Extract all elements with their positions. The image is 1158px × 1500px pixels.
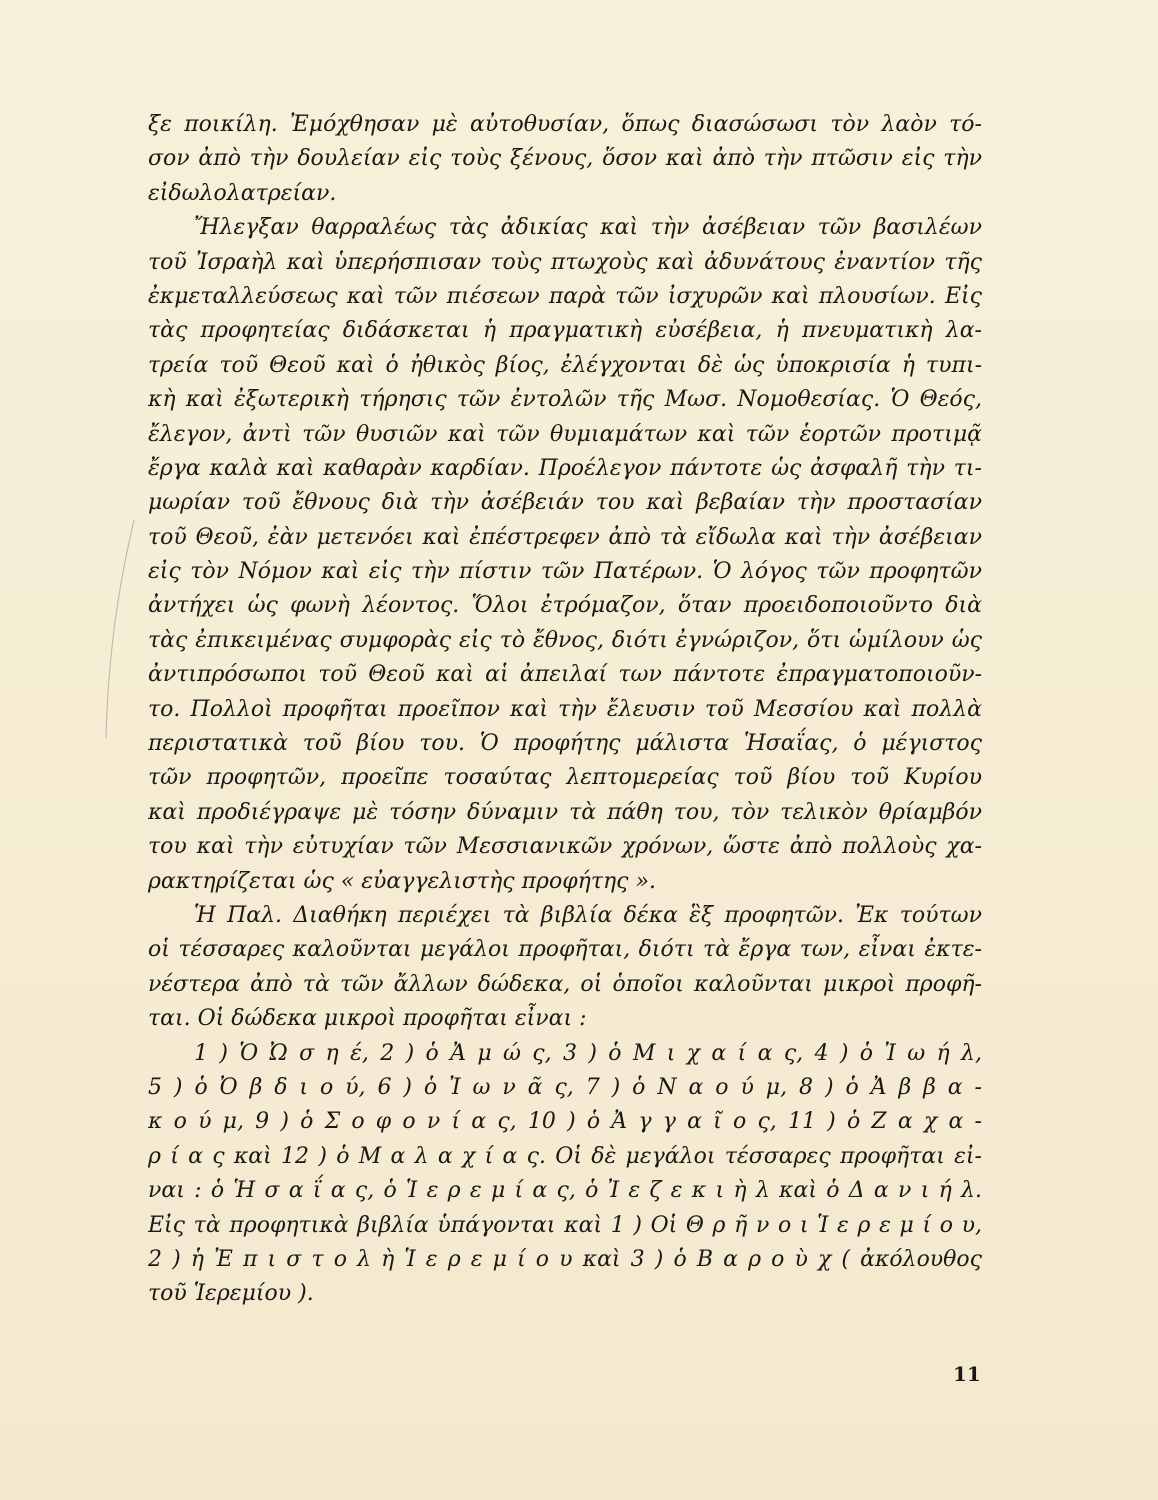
prophets-list-line: ναι : ὁ Ἡ σ α ΐ α ς, ὁ Ἱ ε ρ ε μ ί α ς, ὁ Ἰ ε ζ ε κ ι ὴ λ καὶ ὁ Δ α ν ι ή λ. (148, 1178, 982, 1204)
text-line: κὴ καὶ ἐξωτερικὴ τήρησις τῶν ἐντολῶν τῆς Μωσ. Νομοθεσίας. Ὁ Θεός, (148, 387, 982, 413)
text-line: σον ἀπὸ τὴν δουλείαν εἰς τοὺς ξένους, ὅσον καὶ ἀπὸ τὴν πτῶσιν εἰς τὴν (148, 146, 982, 172)
text-line: ξε ποικίλη. Ἐμόχθησαν μὲ αὐτοθυσίαν, ὅπως διασώσωσι τὸν λαὸν τό- (148, 112, 982, 137)
text-line: τὰς ἐπικειμένας συμφορὰς εἰς τὸ ἔθνος, διότι ἐγνώριζον, ὅτι ὡμίλουν ὡς (148, 627, 982, 653)
text-line: καὶ προδιέγραψε μὲ τόσην δύναμιν τὰ πάθη του, τὸν τελικὸν θρίαμβόν (148, 799, 982, 825)
prophets-list-line: 5 ) ὁ Ὀ β δ ι ο ύ, 6 ) ὁ Ἰ ω ν ᾶ ς, 7 ) ὁ Ν α ο ύ μ, 8 ) ὁ Ἀ β β α - (148, 1074, 982, 1100)
text-line: ἔργα καλὰ καὶ καθαρὰν καρδίαν. Προέλεγον πάντοτε ὡς ἀσφαλῆ τὴν τι- (148, 455, 982, 481)
prophets-list-line: 2 ) ἡ Ἐ π ι σ τ ο λ ὴ Ἱ ε ρ ε μ ί ο υ καὶ 3 ) ὁ Β α ρ ο ὺ χ ( ἀκόλουθος (148, 1246, 982, 1272)
page-number: 11 (953, 1362, 981, 1386)
text-line: εἰς τὸν Νόμον καὶ εἰς τὴν πίστιν τῶν Πατέρων. Ὁ λόγος τῶν προφητῶν (148, 559, 982, 585)
text-line: τοῦ Ἰσραὴλ καὶ ὑπερήσπισαν τοὺς πτωχοὺς καὶ ἀδυνάτους ἐναντίον τῆς (148, 249, 982, 275)
body-text (148, 108, 982, 1312)
text-line: εἰδωλολατρείαν. (148, 180, 337, 206)
prophets-list-line: κ ο ύ μ, 9 ) ὁ Σ ο φ ο ν ί α ς, 10 ) ὁ Ἀ γ γ α ῖ ο ς, 11 ) ὁ Ζ α χ α - (148, 1109, 982, 1135)
paragraph-start-line: Ἡ Παλ. Διαθήκη περιέχει τὰ βιβλία δέκα ἓξ προφητῶν. Ἐκ τούτων (194, 902, 982, 928)
text-line: τὰς προφητείας διδάσκεται ἡ πραγματικὴ εὐσέβεια, ἡ πνευματικὴ λα- (148, 318, 982, 344)
text-line: μωρίαν τοῦ ἔθνους διὰ τὴν ἀσέβειάν του καὶ βεβαίαν τὴν προστασίαν (148, 490, 982, 516)
text-line: ἐκμεταλλεύσεως καὶ τῶν πιέσεων παρὰ τῶν ἰσχυρῶν καὶ πλουσίων. Εἰς (148, 283, 982, 309)
text-line: οἱ τέσσαρες καλοῦνται μεγάλοι προφῆται, διότι τὰ ἔργα των, εἶναι ἐκτε- (148, 937, 982, 963)
text-line: του καὶ τὴν εὐτυχίαν τῶν Μεσσιανικῶν χρόνων, ὥστε ἀπὸ πολλοὺς χα- (148, 834, 982, 860)
text-line: ρακτηρίζεται ὡς « εὐαγγελιστὴς προφήτης ». (148, 868, 656, 894)
text-line: ἔλεγον, ἀντὶ τῶν θυσιῶν καὶ τῶν θυμιαμάτων καὶ τῶν ἑορτῶν προτιμᾷ (148, 421, 982, 447)
text-line: τοῦ Θεοῦ, ἐὰν μετενόει καὶ ἐπέστρεφεν ἀπὸ τὰ εἴδωλα καὶ τὴν ἀσέβειαν (148, 524, 982, 550)
text-line: νέστερα ἀπὸ τὰ τῶν ἄλλων δώδεκα, οἱ ὁποῖοι καλοῦνται μικροὶ προφῆ- (148, 971, 982, 997)
text-line: το. Πολλοὶ προφῆται προεῖπον καὶ τὴν ἔλευσιν τοῦ Μεσσίου καὶ πολλὰ (148, 696, 982, 722)
text-line: ἀντήχει ὡς φωνὴ λέοντος. Ὅλοι ἐτρόμαζον, ὅταν προειδοποιοῦντο διὰ (148, 593, 982, 619)
text-line: περιστατικὰ τοῦ βίου του. Ὁ προφήτης μάλιστα Ἡσαΐας, ὁ μέγιστος (148, 731, 982, 757)
prophets-list-line: 1 ) Ὁ Ὠ σ η έ, 2 ) ὁ Ἀ μ ώ ς, 3 ) ὁ Μ ι χ α ί α ς, 4 ) ὁ Ἰ ω ή λ, (194, 1040, 982, 1066)
text-line: ἀντιπρόσωποι τοῦ Θεοῦ καὶ αἱ ἀπειλαί των πάντοτε ἐπραγματοποιοῦν- (148, 662, 982, 688)
text-line: τοῦ Ἱερεμίου ). (148, 1281, 314, 1307)
text-line: τῶν προφητῶν, προεῖπε τοσαύτας λεπτομερείας τοῦ βίου τοῦ Κυρίου (148, 765, 982, 791)
margin-pencil-mark (100, 520, 140, 740)
prophets-list-line: Εἰς τὰ προφητικὰ βιβλία ὑπάγονται καὶ 1 ) Οἱ Θ ρ ῆ ν ο ι Ἱ ε ρ ε μ ί ο υ, (148, 1212, 982, 1238)
paragraph-start-line: Ἤλεγξαν θαρραλέως τὰς ἀδικίας καὶ τὴν ἀσέβειαν τῶν βασιλέων (194, 215, 982, 241)
prophets-list-line: ρ ί α ς καὶ 12 ) ὁ Μ α λ α χ ί α ς. Οἱ δὲ μεγάλοι τέσσαρες προφῆται εἰ- (148, 1143, 982, 1169)
text-line: ται. Οἱ δώδεκα μικροὶ προφῆται εἶναι : (148, 1006, 587, 1032)
text-line: τρεία τοῦ Θεοῦ καὶ ὁ ἠθικὸς βίος, ἐλέγχονται δὲ ὡς ὑποκρισία ἡ τυπι- (148, 352, 982, 378)
